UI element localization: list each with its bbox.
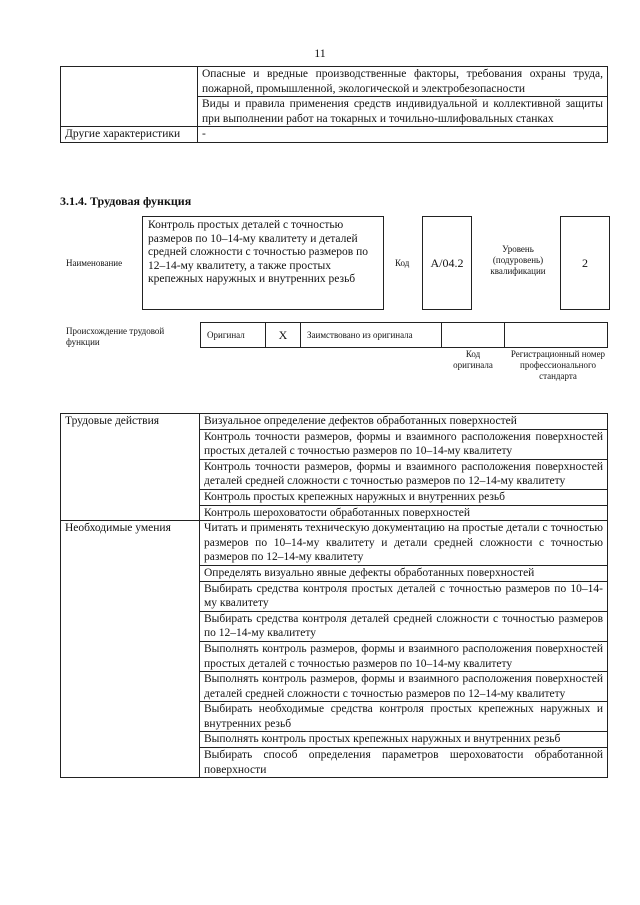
skill-cell: Выбирать способ определения параметров шероховатости обработанной поверхности [200,748,608,778]
code-caption: Код оригинала [453,349,493,370]
requirement-cell: - [198,127,608,143]
labor-action-cell: Контроль простых крепежных наружных и внутренних резьб [200,489,608,505]
original-code-cell [442,323,505,348]
code-label: Код [395,258,410,268]
row-label-other-characteristics: Другие характеристики [61,127,198,143]
requirement-cell: Опасные и вредные производственные факторы, требования охраны труда, пожарной, промышленной, экологической и электробезопасности [198,67,608,97]
skill-cell: Выполнять контроль простых крепежных наружных и внутренних резьб [200,732,608,748]
skill-cell: Определять визуально явные дефекты обработанных поверхностей [200,565,608,581]
skill-cell: Выполнять контроль размеров, формы и взаимного расположения поверхностей деталей средней сложности с точностью размеров по 12–14-му квалитету [200,672,608,702]
qualification-level-value: 2 [582,255,588,270]
origin-label: Происхождение трудовой функции [66,326,165,347]
qualification-level-label: Уровень (подуровень) квалификации [490,244,546,276]
labor-action-cell: Контроль точности размеров, формы и взаимного расположения поверхностей деталей средней сложности с точностью размеров по 12–14-му квалитету [200,459,608,489]
page-number: 11 [314,46,326,60]
row-label-labor-actions: Трудовые действия [61,414,200,521]
registration-number-cell [505,323,608,348]
labor-action-cell: Контроль точности размеров, формы и взаимного расположения поверхностей простых деталей с точностью размеров по 10–14-му квалитету [200,429,608,459]
labor-action-cell: Контроль шероховатости обработанных поверхностей [200,505,608,521]
qualification-level-box [560,216,610,310]
original-label: Оригинал [201,323,266,348]
function-code-box [422,216,472,310]
skill-cell: Выполнять контроль размеров, формы и взаимного расположения поверхностей простых деталей с точностью размеров по 10–14-му квалитету [200,641,608,671]
requirement-cell: Виды и правила применения средств индивидуальной и коллективной защиты при выполнении работ на токарных и точильно-шлифовальных станках [198,97,608,127]
name-label: Наименование [66,258,123,268]
row-label-required-skills: Необходимые умения [61,521,200,778]
original-mark: X [266,323,301,348]
function-details-table [60,413,608,778]
top-requirements-table [60,66,608,143]
section-title: 3.1.4. Трудовая функция [60,194,192,208]
skill-cell: Читать и применять техническую документацию на простые детали с точностью размеров по 10–14-му квалитету и детали средней сложности с точностью размеров по 12–14-му квалитету [200,521,608,566]
skill-cell: Выбирать средства контроля простых деталей с точностью размеров по 10–14-му квалитету [200,581,608,611]
skill-cell: Выбирать средства контроля деталей средней сложности с точностью размеров по 12–14-му квалитету [200,611,608,641]
borrowed-label: Заимствовано из оригинала [301,323,442,348]
skill-cell: Выбирать необходимые средства контроля простых крепежных наружных и внутренних резьб [200,702,608,732]
function-code-value: А/04.2 [430,255,464,270]
function-name-box: Контроль простых деталей с точностью размеров по 10–14-му квалитету и деталей средней сложности с точностью размеров по 12–14-му квалитету, а также простых крепежных наружных и внутренних резьб [142,216,384,310]
registration-caption: Регистрационный номер профессионального стандарта [510,349,606,381]
origin-table [200,322,608,348]
row-label-empty [61,67,198,127]
labor-action-cell: Визуальное определение дефектов обработанных поверхностей [200,414,608,430]
